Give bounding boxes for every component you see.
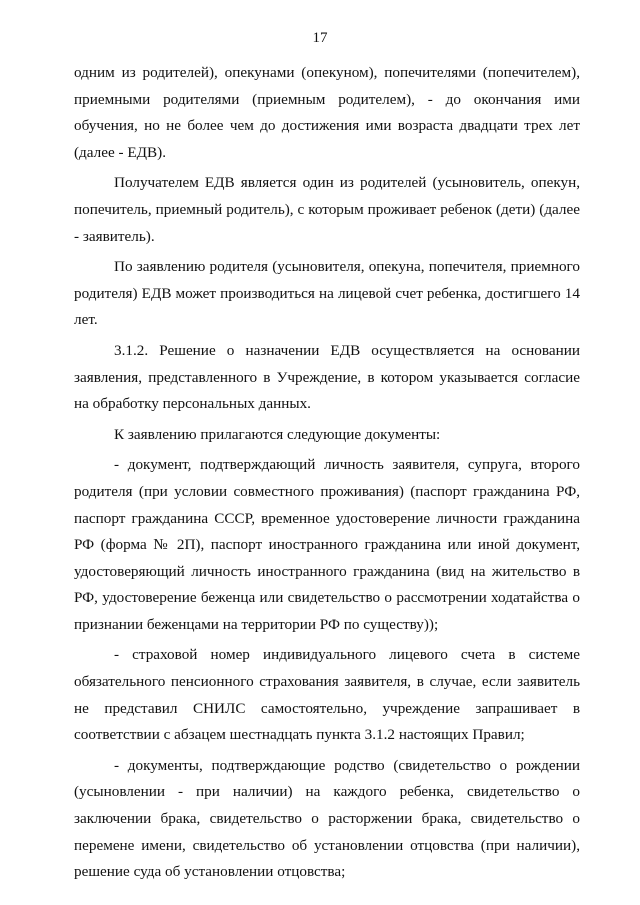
paragraph-8: - документы, подтверждающие родство (свидетельство о рождении (усыновлении - при наличии) на каждого ребенка, свидетельство о заключении брака, свидетельство о расторжении брака, свидетельство о перемене имени, свидетельство об установлении отцовства (при наличии), решение суда об установлении отцовства; [74,756,580,881]
paragraph-7: - страховой номер индивидуального лицевого счета в системе обязательного пенсионного страхования заявителя, в случае, если заявитель не представил СНИЛС самостоятельно, учреждение запрашивает в соответствии с абзацем шестнадцать пункта 3.1.2 настоящих Правил; [74,646,580,744]
paragraph-1: одним из родителей), опекунами (опекуном), попечителями (попечителем), приемными родителями (приемным родителем), - до окончания ими обучения, но не более чем до достижения ими возраста двадцати трех лет (далее - ЕДВ). [74,64,580,161]
paragraph-6: - документ, подтверждающий личность заявителя, супруга, второго родителя (при условии совместного проживания) (паспорт гражданина РФ, паспорт гражданина СССР, временное удостоверение личности гражданина РФ (форма № 2П), паспорт иностранного гражданина или иной документ, удостоверяющий личность иностранного гражданина (вид на жительство в РФ, удостоверение беженца или свидетельство о рассмотрении ходатайства о признании беженцами на территории РФ по существу)); [74,456,580,633]
paragraph-4: 3.1.2. Решение о назначении ЕДВ осуществляется на основании заявления, представленного в Учреждение, в котором указывается согласие на обработку персональных данных. [74,341,580,413]
document-body [74,60,580,890]
paragraph-3: По заявлению родителя (усыновителя, опекуна, попечителя, приемного родителя) ЕДВ может производиться на лицевой счет ребенка, достигшего 14 лет. [74,258,580,329]
paragraph-2: Получателем ЕДВ является один из родителей (усыновитель, опекун, попечитель, приемный родитель), с которым проживает ребенок (дети) (далее - заявитель). [74,174,580,245]
paragraph-5: К заявлению прилагаются следующие документы: [114,425,441,443]
page-number: 17 [312,30,328,46]
